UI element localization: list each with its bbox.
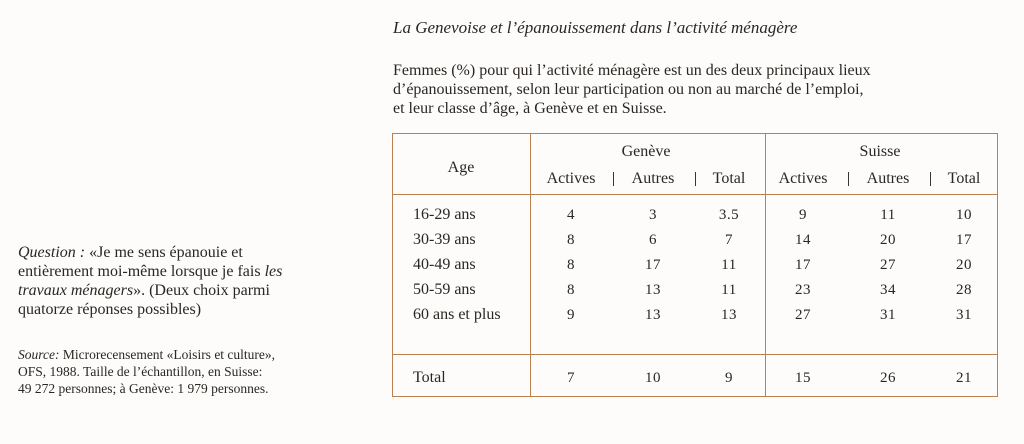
table-cell: 11: [721, 257, 737, 273]
table-cell: 31: [956, 307, 972, 323]
total-cell: 15: [795, 370, 811, 386]
question-line: quatorze réponses possibles): [18, 301, 202, 318]
table-cell: 7: [725, 232, 733, 248]
group-header-suisse: Suisse: [859, 143, 901, 160]
table-cell: 9: [567, 307, 575, 323]
row-label: 30-39 ans: [413, 231, 476, 248]
total-cell: 26: [880, 370, 896, 386]
table-description: [393, 61, 1013, 118]
source-line: [18, 346, 378, 363]
table-cell: 20: [880, 232, 896, 248]
table-cell: 27: [880, 257, 896, 273]
row-label: 50-59 ans: [413, 281, 476, 298]
table-cell: 8: [567, 232, 575, 248]
subheader-separator: [930, 172, 931, 186]
group-header-geneve: Genève: [621, 143, 671, 160]
total-cell: 10: [645, 370, 661, 386]
table-cell: 8: [567, 257, 575, 273]
table-cell: 17: [795, 257, 811, 273]
subheader-separator: [848, 172, 849, 186]
column-header: Actives: [546, 170, 596, 187]
total-row-label: Total: [413, 369, 446, 386]
row-label: 16-29 ans: [413, 206, 476, 223]
source-line: OFS, 1988. Taille de l’échantillon, en Suisse:: [18, 364, 263, 379]
source-line: 49 272 personnes; à Genève: 1 979 personnes.: [18, 381, 269, 396]
table-cell: 11: [721, 282, 737, 298]
question-text: entièrement moi-même lorsque je fais: [18, 263, 265, 280]
header-rule: [393, 194, 997, 195]
question-line: [18, 262, 368, 281]
description-line: Femmes (%) pour qui l’activité ménagère est un des deux principaux lieux: [393, 62, 871, 79]
data-table: [392, 133, 998, 397]
question-text: «Je me sens épanouie et: [85, 244, 243, 261]
question-italic: travaux ménagers: [18, 282, 134, 299]
table-cell: 9: [799, 207, 807, 223]
table-cell: 11: [880, 207, 896, 223]
table-cell: 17: [956, 232, 972, 248]
column-header: Actives: [778, 170, 828, 187]
total-cell: 7: [567, 370, 575, 386]
source-note: [18, 346, 378, 397]
row-label: 40-49 ans: [413, 256, 476, 273]
question-italic: les: [264, 263, 283, 280]
total-rule: [393, 354, 997, 355]
table-cell: 27: [795, 307, 811, 323]
question-line: [18, 243, 368, 262]
table-cell: 3.5: [718, 207, 740, 223]
table-cell: 6: [649, 232, 657, 248]
description-line: d’épanouissement, selon leur participation ou non au marché de l’emploi,: [393, 81, 864, 98]
column-header: Total: [947, 170, 981, 187]
survey-question: [18, 243, 368, 319]
table-cell: 17: [645, 257, 661, 273]
total-cell: 9: [725, 370, 733, 386]
table-cell: 23: [795, 282, 811, 298]
table-cell: 13: [645, 282, 661, 298]
table-cell: 34: [880, 282, 896, 298]
source-text: Microrecensement «Loisirs et culture»,: [59, 347, 276, 362]
table-cell: 4: [567, 207, 575, 223]
question-label: Question :: [18, 244, 86, 261]
table-cell: 13: [721, 307, 737, 323]
question-line: [18, 281, 368, 300]
age-header: Age: [447, 159, 475, 176]
subheader-separator: [695, 172, 696, 186]
row-label: 60 ans et plus: [413, 306, 501, 323]
table-cell: 8: [567, 282, 575, 298]
column-header: Autres: [866, 170, 910, 187]
column-rule: [765, 134, 766, 396]
table-cell: 10: [956, 207, 972, 223]
table-cell: 14: [795, 232, 811, 248]
column-header: Autres: [631, 170, 675, 187]
subheader-separator: [613, 172, 614, 186]
table-cell: 13: [645, 307, 661, 323]
total-cell: 21: [956, 370, 972, 386]
page-title: La Genevoise et l’épanouissement dans l’activité ménagère: [393, 18, 798, 37]
description-line: et leur classe d’âge, à Genève et en Suisse.: [393, 100, 667, 117]
table-cell: 28: [956, 282, 972, 298]
column-rule: [530, 134, 531, 396]
source-label: Source:: [18, 347, 60, 362]
table-cell: 3: [649, 207, 657, 223]
table-cell: 31: [880, 307, 896, 323]
question-text: ». (Deux choix parmi: [133, 282, 270, 299]
column-header: Total: [712, 170, 746, 187]
table-cell: 20: [956, 257, 972, 273]
